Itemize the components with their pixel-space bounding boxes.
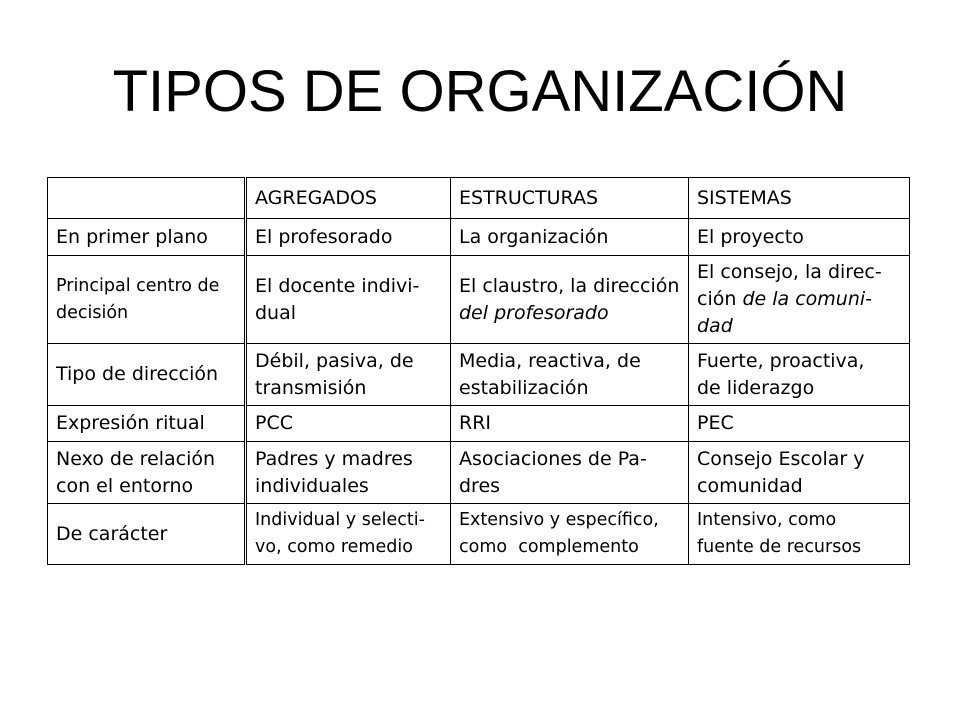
- organization-types-table: [47, 177, 910, 565]
- cell-line: Expresión ritual: [56, 412, 205, 434]
- cell-line: El profesorado: [255, 225, 393, 248]
- cell-line: Tipo de dirección: [56, 363, 219, 385]
- cell-line: Fuerte, proactiva,: [697, 349, 865, 372]
- table-row-expresion-ritual: [48, 406, 910, 442]
- cell-agregados: [246, 344, 451, 406]
- cell-agregados: [246, 442, 451, 504]
- header-estructuras: ESTRUCTURAS: [451, 178, 689, 219]
- cell-sistemas: [689, 442, 910, 504]
- cell-estructuras: [451, 256, 689, 344]
- cell-line: Media, reactiva, de: [459, 349, 641, 372]
- cell-sistemas: [689, 406, 910, 442]
- header-empty-cell: [48, 178, 246, 219]
- row-label-cell: [48, 504, 246, 565]
- slide-title: TIPOS DE ORGANIZACIÓN: [112, 59, 848, 124]
- cell-fragment: ción: [697, 288, 737, 310]
- cell-line: El claustro, la dirección: [459, 274, 680, 297]
- cell-line: Principal centro de: [56, 275, 220, 296]
- cell-line: individuales: [255, 474, 369, 497]
- organization-types-table-wrapper: [47, 177, 909, 565]
- cell-line: estabilización: [459, 376, 589, 399]
- cell-line: El consejo, la direc-: [697, 261, 882, 283]
- cell-line: El docente indivi-: [255, 274, 420, 297]
- cell-fragment-italic: de la comuni-: [742, 288, 873, 310]
- cell-line: Nexo de relación: [56, 447, 216, 470]
- table-row-primer-plano: [48, 219, 910, 256]
- cell-line: PEC: [697, 412, 734, 434]
- row-label-cell: [48, 406, 246, 442]
- cell-line: Intensivo, como: [697, 510, 837, 530]
- cell-line-mixed: [697, 286, 901, 313]
- cell-line: En primer plano: [56, 225, 208, 248]
- header-agregados: AGREGADOS: [246, 178, 451, 219]
- cell-agregados: [246, 504, 451, 565]
- cell-line: fuente de recursos: [697, 537, 862, 557]
- cell-line-italic: del profesorado: [459, 301, 609, 324]
- table-row-nexo-relacion: [48, 442, 910, 504]
- cell-line: vo, como remedio: [255, 537, 413, 557]
- cell-line: El proyecto: [697, 225, 804, 248]
- cell-line: PCC: [255, 412, 293, 434]
- cell-estructuras: [451, 442, 689, 504]
- cell-line: de liderazgo: [697, 376, 815, 399]
- cell-sistemas: [689, 344, 910, 406]
- cell-line: De carácter: [56, 522, 168, 545]
- cell-line: Padres y madres: [255, 447, 413, 470]
- header-sistemas: SISTEMAS: [689, 178, 910, 219]
- cell-line: La organización: [459, 225, 609, 248]
- cell-line: como complemento: [459, 537, 639, 557]
- cell-line: Individual y selecti-: [255, 510, 425, 530]
- cell-line: Consejo Escolar y: [697, 447, 865, 470]
- cell-line: Débil, pasiva, de: [255, 349, 414, 372]
- cell-agregados: [246, 406, 451, 442]
- cell-line: dres: [459, 474, 501, 497]
- table-header-row: [48, 178, 910, 219]
- row-label-cell: [48, 344, 246, 406]
- cell-line: con el entorno: [56, 474, 194, 497]
- cell-line: decisión: [56, 302, 129, 323]
- cell-sistemas: [689, 256, 910, 344]
- table-row-centro-decision: [48, 256, 910, 344]
- cell-line: RRI: [459, 412, 492, 434]
- cell-line: Extensivo y específico,: [459, 510, 659, 530]
- cell-estructuras: [451, 406, 689, 442]
- cell-agregados: [246, 219, 451, 256]
- cell-line-italic: dad: [697, 315, 733, 337]
- row-label-cell: [48, 219, 246, 256]
- cell-sistemas: [689, 504, 910, 565]
- cell-line: comunidad: [697, 474, 803, 497]
- row-label-cell: [48, 256, 246, 344]
- cell-estructuras: [451, 504, 689, 565]
- table-row-de-caracter: [48, 504, 910, 565]
- table-row-tipo-direccion: [48, 344, 910, 406]
- cell-agregados: [246, 256, 451, 344]
- cell-sistemas: [689, 219, 910, 256]
- row-label-cell: [48, 442, 246, 504]
- cell-line: Asociaciones de Pa-: [459, 447, 647, 470]
- cell-estructuras: [451, 219, 689, 256]
- cell-estructuras: [451, 344, 689, 406]
- cell-line: transmisión: [255, 376, 367, 399]
- cell-line: dual: [255, 301, 297, 324]
